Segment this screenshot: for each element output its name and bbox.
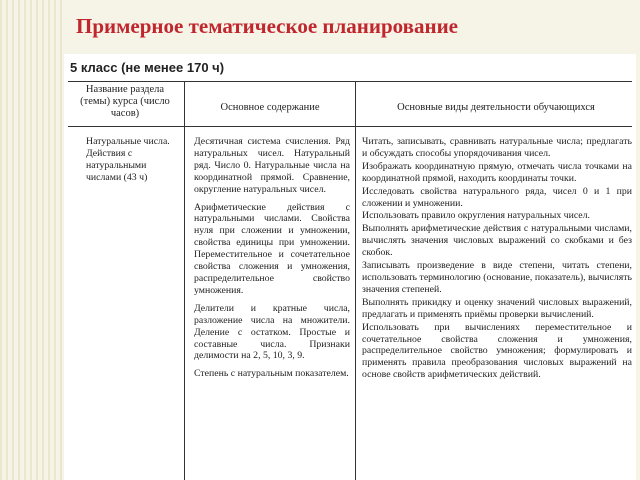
activity-paragraph: Использовать правило округления натуральных чисел. [362, 210, 590, 222]
header-activities: Основные виды деятельности обучающихся [397, 102, 595, 113]
activity-paragraph: Выполнять прикидку и оценку значений числовых выражений, предлагать и применять приёмы проверки вычислений. [362, 296, 632, 320]
content-paragraph: Десятичная система счисления. Ряд натуральных чисел. Натуральный ряд. Число 0. Натуральные числа на координатной прямой. Сравнение, округление натуральных чисел. [194, 136, 350, 195]
slide-title: Примерное тематическое планирование [76, 14, 458, 38]
activity-paragraph: Читать, записывать, сравнивать натуральные числа; предлагать и обсуждать способы упорядочивания чисел. [362, 136, 632, 159]
content-paragraph: Делители и кратные числа, разложение числа на множители. Деление с остатком. Простые и составные числа. Признаки делимости на 2, 5, 10, 3, 9. [194, 302, 350, 362]
content-paragraph: Арифметические действия с натуральными числами. Свойства нуля при сложении и умножении, свойства единицы при умножении. Переместительное и сочетательное свойства сложения и умножения, распределительное свойство умножения. [194, 201, 350, 296]
content-cell [194, 136, 350, 386]
activities-cell [362, 136, 632, 382]
section-name: Натуральные числа. Действия с натуральными числами (43 ч) [86, 136, 170, 183]
document-scan [64, 54, 636, 480]
column-divider-2 [355, 82, 356, 480]
table-top-rule [68, 81, 632, 82]
column-divider-1 [184, 82, 185, 480]
activity-paragraph: Исследовать свойства натурального ряда, чисел 0 и 1 при сложении и умножении. [362, 185, 632, 209]
activity-paragraph: Выполнять арифметические действия с натуральными числами, вычислять значения числовых выражений со скобками и без скобок. [362, 223, 632, 259]
grade-title: 5 класс (не менее 170 ч) [70, 60, 225, 75]
table-header-rule [68, 126, 632, 127]
activity-paragraph: Записывать произведение в виде степени, читать степени, использовать терминологию (основание, показатель), вычислять значения степеней. [362, 260, 632, 295]
decorative-left-strip [0, 0, 64, 480]
header-section: Название раздела (темы) курса (число часов) [80, 84, 170, 119]
activity-paragraph: Изображать координатную прямую, отмечать числа точками на координатной прямой, находить координаты точки. [362, 160, 632, 184]
content-paragraph: Степень с натуральным показателем. [194, 368, 349, 380]
activity-paragraph: Использовать при вычислениях переместительное и сочетательное свойства сложения и умножения, распределительное свойство умножения; формулировать и применять правила преобразования числовых выражений на основе свойств арифметических действий. [362, 321, 632, 381]
section-cell [86, 136, 182, 189]
header-content: Основное содержание [220, 102, 320, 113]
